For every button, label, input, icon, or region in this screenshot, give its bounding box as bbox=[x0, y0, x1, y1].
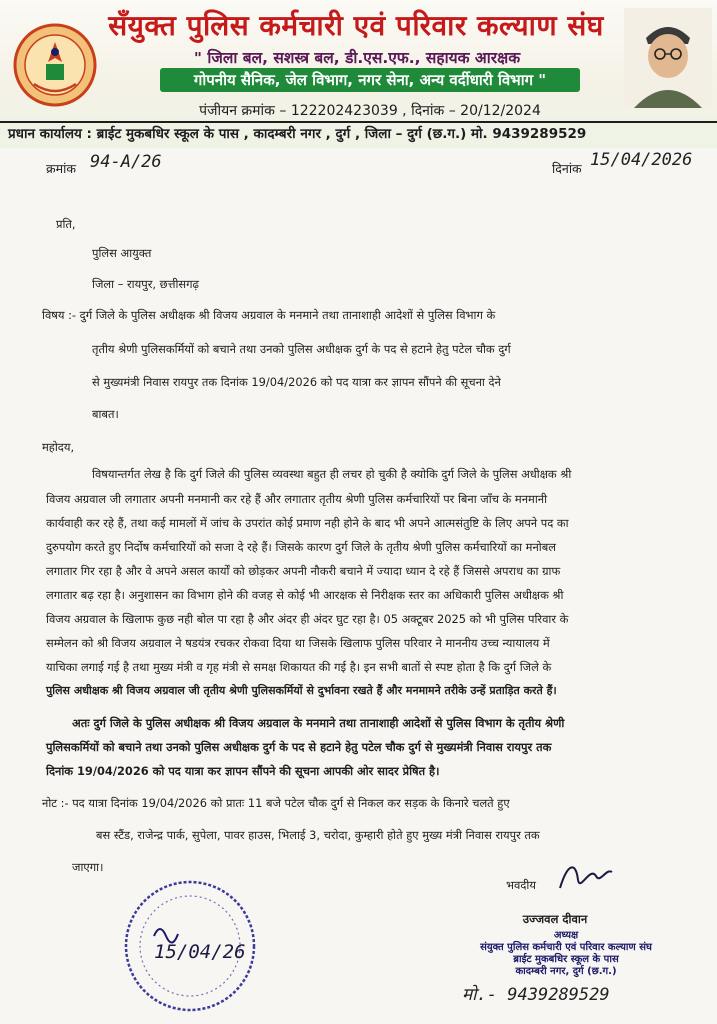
subject-line: बाबत। bbox=[92, 407, 119, 421]
body-line: विजय अग्रवाल के खिलाफ कुछ नही बोल पा रहा है और अंदर ही अंदर घुट रहा है। 05 अक्टूबर 2025 को भी पुलिस परिवार के bbox=[46, 612, 569, 626]
received-stamp-date: 15/04/26 bbox=[154, 941, 246, 963]
letter-date: 15/04/2026 bbox=[590, 150, 693, 170]
subject-line: से मुख्यमंत्री निवास रायपुर तक दिनांक 19/04/2026 को पद यात्रा कर ज्ञापन सौंपने की सूचना देने bbox=[92, 375, 501, 389]
stamp-line: अध्यक्ष bbox=[553, 930, 579, 941]
stamp-line: कादम्बरी नगर, दुर्ग (छ.ग.) bbox=[515, 966, 617, 977]
organization-subtitle: " जिला बल, सशस्त्र बल, डी.एस.एफ., सहायक आरक्षक bbox=[193, 49, 521, 67]
stamp-line: ब्राईट मुकबधिर स्कूल के पास bbox=[513, 954, 619, 965]
reference-number: 94-A/26 bbox=[90, 152, 162, 172]
body-line: सम्मेलन को श्री विजय अग्रवाल ने षडयंत्र रचकर रोकवा दिया था जिसके खिलाफ पुलिस परिवार ने माननीय उच्च न्यायालय में bbox=[46, 636, 550, 650]
closing: भवदीय bbox=[506, 878, 536, 892]
recipient-title: पुलिस आयुक्त bbox=[92, 246, 152, 260]
registration-number: पंजीयन क्रमांक – 122202423039 , दिनांक – 20/12/2024 bbox=[199, 103, 541, 119]
body-line: याचिका लगाई गई है तथा मुख्य मंत्री व गृह मंत्री से समक्ष शिकायत की गई है। इन सभी बातों से स्पष्ट होता है कि दुर्ग जिले के bbox=[46, 660, 552, 674]
letterhead bbox=[0, 0, 717, 148]
organization-title: सँयुक्त पुलिस कर्मचारी एवं परिवार कल्याण संघ bbox=[108, 9, 604, 42]
organization-stamp bbox=[446, 930, 686, 978]
letterhead-divider bbox=[0, 121, 717, 123]
note-line: नोट :- पद यात्रा दिनांक 19/04/2026 को प्रातः 11 बजे पटेल चौक दुर्ग से निकल कर सड़क के किनारे चलते हुए bbox=[42, 796, 510, 810]
signature-scribble bbox=[556, 858, 616, 898]
body-line: लगातार बढ़ रहा है। अनुशासन का विभाग होने की वजह से कोई भी आरक्षक से निरीक्षक स्तर का अधिकारी पुलिस अधीक्षक श्री bbox=[46, 588, 564, 602]
note-line: जाएगा। bbox=[72, 860, 104, 874]
body-line: कार्यवाही कर रहे हैं, तथा कई मामलों में जांच के उपरांत कोई प्रमाण नही होने के बाद भी अपने आत्मसंतुष्टि के लिए अपने पद का bbox=[46, 516, 569, 530]
reference-label: क्रमांक bbox=[46, 161, 76, 176]
body-line: पुलिस अधीक्षक श्री विजय अग्रवाल जी तृतीय श्रेणी पुलिसकर्मियों से दुर्भावना रखते हैं और मनमामने तरीके उन्हें प्रताड़ित करते हैं। bbox=[46, 684, 557, 697]
salutation: महोदय, bbox=[42, 440, 75, 454]
head-office-address: प्रधान कार्यालय : ब्राईट मुकबधिर स्कूल के पास , कादम्बरी नगर , दुर्ग , जिला – दुर्ग (छ.ग.) मो. 9439289529 bbox=[8, 126, 587, 142]
subject-line: विषय :- दुर्ग जिले के पुलिस अधीक्षक श्री विजय अग्रवाल के मनमाने तथा तानाशाही आदेशों से पुलिस विभाग के bbox=[42, 308, 496, 322]
organization-departments-band: गोपनीय सैनिक, जेल विभाग, नगर सेना, अन्य वर्दीधारी विभाग " bbox=[160, 68, 580, 92]
received-stamp bbox=[120, 876, 260, 1016]
signatory-phone: मो.- 9439289529 bbox=[462, 985, 610, 1005]
organization-emblem-icon bbox=[12, 22, 98, 108]
note-line: बस स्टैंड, राजेन्द्र पार्क, सुपेला, पावर हाउस, भिलाई 3, चरोदा, कुम्हारी होते हुए मुख्य मंत्री निवास रायपुर तक bbox=[96, 828, 540, 842]
body-line: विजय अग्रवाल जी लगातार अपनी मनमानी कर रहे हैं और लगातार तृतीय श्रेणी पुलिस कर्मचारियों पर बिना जाँच के मनमानी bbox=[46, 492, 548, 506]
date-label: दिनांक bbox=[552, 161, 582, 176]
recipient-location: जिला – रायपुर, छत्तीसगढ़ bbox=[92, 277, 199, 291]
stamp-line: संयुक्त पुलिस कर्मचारी एवं परिवार कल्याण संघ bbox=[480, 942, 652, 953]
body-line: अतः दुर्ग जिले के पुलिस अधीक्षक श्री विजय अग्रवाल के मनमाने तथा तानाशाही आदेशों से पुलिस विभाग के तृतीय श्रेणी bbox=[72, 716, 565, 730]
body-line: विषयान्तर्गत लेख है कि दुर्ग जिले की पुलिस व्यवस्था बहुत ही लचर हो चुकी है क्योकि दुर्ग जिले के पुलिस अधीक्षक श्री bbox=[92, 467, 572, 481]
body-line: दुरुपयोग करते हुए निर्दोष कर्मचारियों को सजा दे रहे हैं। जिसके कारण दुर्ग जिले के तृतीय श्रेणी पुलिस कर्मचारियों का मनोबल bbox=[46, 540, 556, 554]
body-line: पुलिसकर्मियों को बचाने तथा उनको पुलिस अधीक्षक दुर्ग के पद से हटाने हेतु पटेल चौक दुर्ग से मुख्यमंत्री निवास रायपुर तक bbox=[46, 740, 552, 754]
body-line: लगातार गिर रहा है और वे अपने असल कार्यों को छोड़कर अपनी नौकरी बचाने में ज्यादा ध्यान दे रहे हैं जिससे अपराध का ग्राफ bbox=[46, 564, 561, 578]
recipient-prati: प्रति, bbox=[56, 217, 76, 231]
body-line: दिनांक 19/04/2026 को पद यात्रा कर ज्ञापन सौंपने की सूचना आपकी ओर सादर प्रेषित है। bbox=[46, 764, 440, 778]
leader-portrait-icon bbox=[624, 8, 712, 108]
signatory-name: उज्जवल दीवान bbox=[522, 912, 588, 926]
subject-line: तृतीय श्रेणी पुलिसकर्मियों को बचाने तथा उनको पुलिस अधीक्षक दुर्ग के पद से हटाने हेतु पटेल चौक दुर्ग bbox=[92, 342, 511, 356]
